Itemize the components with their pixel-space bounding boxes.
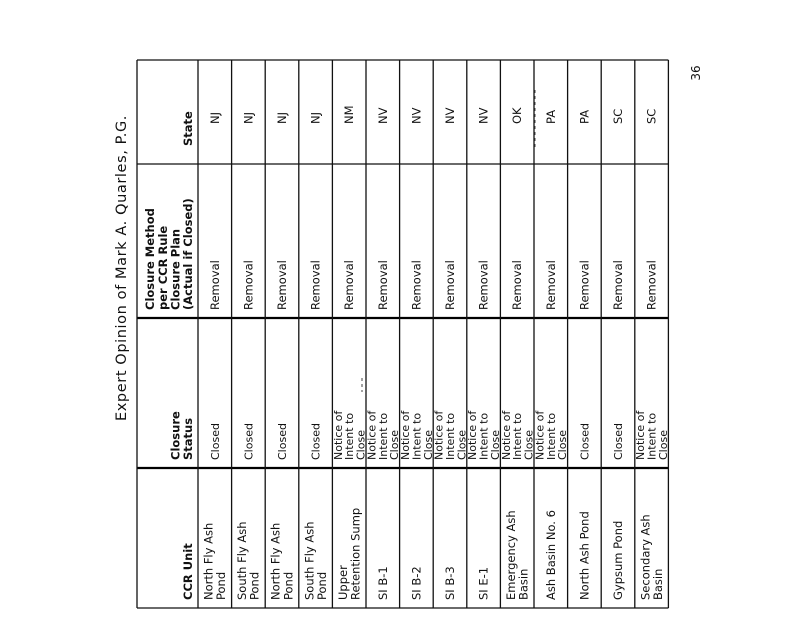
cell-closure-status [310, 423, 323, 460]
text-line: Pond [281, 571, 296, 600]
table-row [433, 107, 469, 600]
cell-state: NV [476, 107, 491, 124]
cell-closure-status [242, 423, 255, 460]
text-line: (Actual if Closed) [181, 198, 195, 310]
text-line: Close [455, 430, 469, 460]
text-line: Closed [276, 423, 289, 460]
text-line: Intent to [511, 412, 525, 460]
cell-closure-status [209, 423, 222, 460]
table-row [332, 105, 368, 600]
text-line: Pond [214, 571, 229, 600]
cell-closure-method: Removal [207, 260, 222, 310]
text-line: Closure [168, 411, 183, 460]
closure-table [137, 60, 670, 608]
cell-ccr-unit [577, 511, 591, 600]
cell-ccr-unit [409, 566, 423, 600]
text-line: Intent to [544, 412, 558, 460]
text-line: per CCR Rule [155, 225, 170, 310]
text-line: Intent to [645, 412, 659, 460]
cell-closure-method: Removal [443, 260, 457, 310]
text-line: North Fly Ash [201, 522, 216, 600]
text-line: Ash Basin No. 6 [543, 510, 558, 600]
cell-ccr-unit [269, 523, 296, 600]
text-line: Close [354, 430, 368, 460]
cell-ccr-unit [477, 567, 491, 600]
text-line: Intent to [376, 412, 390, 460]
table-row [500, 107, 536, 600]
cell-state: NM [342, 105, 357, 124]
text-line: Intent to [477, 412, 491, 460]
text-line: Close [388, 430, 402, 460]
text-line: Basin [516, 568, 531, 600]
text-line: North Fly Ash [268, 522, 283, 600]
cell-closure-method: Removal [577, 260, 592, 310]
cell-closure-status [533, 410, 569, 460]
cell-closure-status [276, 423, 289, 460]
text-line: Closed [578, 423, 592, 460]
text-line: Upper [335, 565, 350, 600]
text-line: Notice of [432, 410, 446, 460]
table-row [365, 107, 401, 600]
header-ccr-unit: CCR Unit [181, 543, 195, 600]
cell-closure-status [466, 410, 502, 460]
cell-state: PA [543, 109, 558, 124]
text-line: Notice of [399, 410, 412, 460]
text-line: Close [489, 430, 502, 460]
text-line: Intent to [343, 412, 357, 460]
cell-closure-method: Removal [644, 260, 659, 310]
text-line: Notice of [499, 410, 513, 460]
cell-closure-method: Removal [375, 260, 390, 310]
cell-closure-status [500, 410, 536, 460]
text-line: Notice of [533, 410, 547, 460]
page-number: 36 [689, 65, 703, 81]
table-body [202, 105, 671, 600]
text-line: Status [181, 417, 195, 460]
text-line: Retention Sump [348, 507, 363, 600]
text-line: Closed [242, 423, 256, 460]
text-line: Closed [208, 423, 222, 460]
cell-state: NJ [207, 112, 222, 124]
cell-closure-method: Removal [409, 260, 424, 310]
cell-state: PA [577, 109, 592, 124]
text-line: Gypsum Pond [611, 520, 625, 600]
cell-closure-status [634, 410, 670, 460]
cell-closure-status [433, 410, 469, 460]
table-row [611, 109, 625, 600]
cell-ccr-unit [443, 566, 457, 600]
cell-closure-method: Removal [510, 260, 525, 310]
text-line: Close [522, 430, 536, 460]
cell-state: NV [409, 107, 424, 124]
text-line: Intent to [444, 412, 457, 460]
cell-state: SC [644, 108, 659, 124]
text-line: Close [657, 430, 670, 460]
text-line: North Ash Pond [577, 511, 592, 600]
cell-closure-status [332, 410, 368, 460]
text-line: Close [556, 430, 570, 460]
text-line: Closed [309, 423, 323, 460]
table-row [577, 110, 591, 600]
header-state: State [181, 111, 195, 146]
page-title: Expert Opinion of Mark A. Quarles, P.G. [114, 114, 130, 422]
cell-closure-method: Removal [342, 260, 357, 310]
text-line: Basin [650, 568, 665, 600]
cell-ccr-unit [376, 566, 390, 600]
cell-state: NV [443, 107, 457, 124]
cell-state: OK [510, 107, 525, 124]
text-line: Pond [314, 571, 329, 600]
text-line: Closure Method [143, 208, 158, 310]
text-line: Secondary Ash [638, 514, 653, 600]
cell-ccr-unit [611, 521, 625, 600]
table-header [143, 111, 195, 600]
cell-ccr-unit [202, 523, 229, 600]
table-row [466, 107, 502, 600]
table-row [302, 112, 329, 600]
rotated-content [114, 60, 703, 608]
text-line: Closure Plan [168, 228, 183, 310]
text-line: Notice of [331, 410, 345, 460]
text-line: Notice of [634, 410, 648, 460]
cell-ccr-unit [336, 508, 363, 600]
text-line: Close [421, 430, 435, 460]
cell-closure-status [612, 423, 625, 460]
cell-ccr-unit [235, 522, 262, 601]
table-row [634, 109, 670, 600]
table-row [533, 110, 569, 600]
text-line: SI B-2 [409, 566, 424, 600]
cell-closure-method: Removal [611, 260, 625, 310]
table-row [399, 107, 435, 600]
cell-state: SC [611, 108, 625, 124]
cell-closure-method: Removal [476, 260, 491, 310]
text-line: Closed [612, 423, 625, 460]
cell-ccr-unit [638, 514, 665, 600]
cell-closure-status [578, 423, 591, 460]
cell-state: NJ [308, 112, 323, 124]
text-line: Notice of [466, 410, 480, 460]
cell-ccr-unit [504, 510, 531, 600]
text-line: SI B-1 [375, 566, 390, 600]
cell-ccr-unit [544, 510, 558, 600]
cell-closure-method: Removal [308, 260, 323, 310]
cell-closure-status [399, 410, 435, 460]
cell-closure-status [365, 410, 401, 460]
cell-state: NJ [241, 112, 256, 124]
text-line: South Fly Ash [302, 521, 317, 600]
header-closure-method [143, 198, 195, 310]
text-line: Pond [247, 571, 262, 600]
cell-closure-method: Removal [543, 260, 558, 310]
cell-closure-method: Removal [241, 260, 256, 310]
text-line: SI E-1 [476, 566, 491, 600]
text-line: Intent to [410, 412, 424, 460]
cell-ccr-unit [302, 522, 329, 601]
text-line: SI B-3 [443, 566, 457, 600]
cell-closure-method: Removal [275, 260, 289, 310]
text-line: Emergency Ash [503, 510, 518, 600]
text-line: Notice of [365, 410, 379, 460]
table-row [269, 112, 296, 600]
table-row [235, 112, 262, 600]
cell-state: NV [375, 107, 390, 124]
table-row [202, 112, 229, 600]
header-closure-status [168, 411, 195, 460]
text-line: South Fly Ash [235, 521, 250, 600]
cell-state: NJ [275, 112, 289, 124]
